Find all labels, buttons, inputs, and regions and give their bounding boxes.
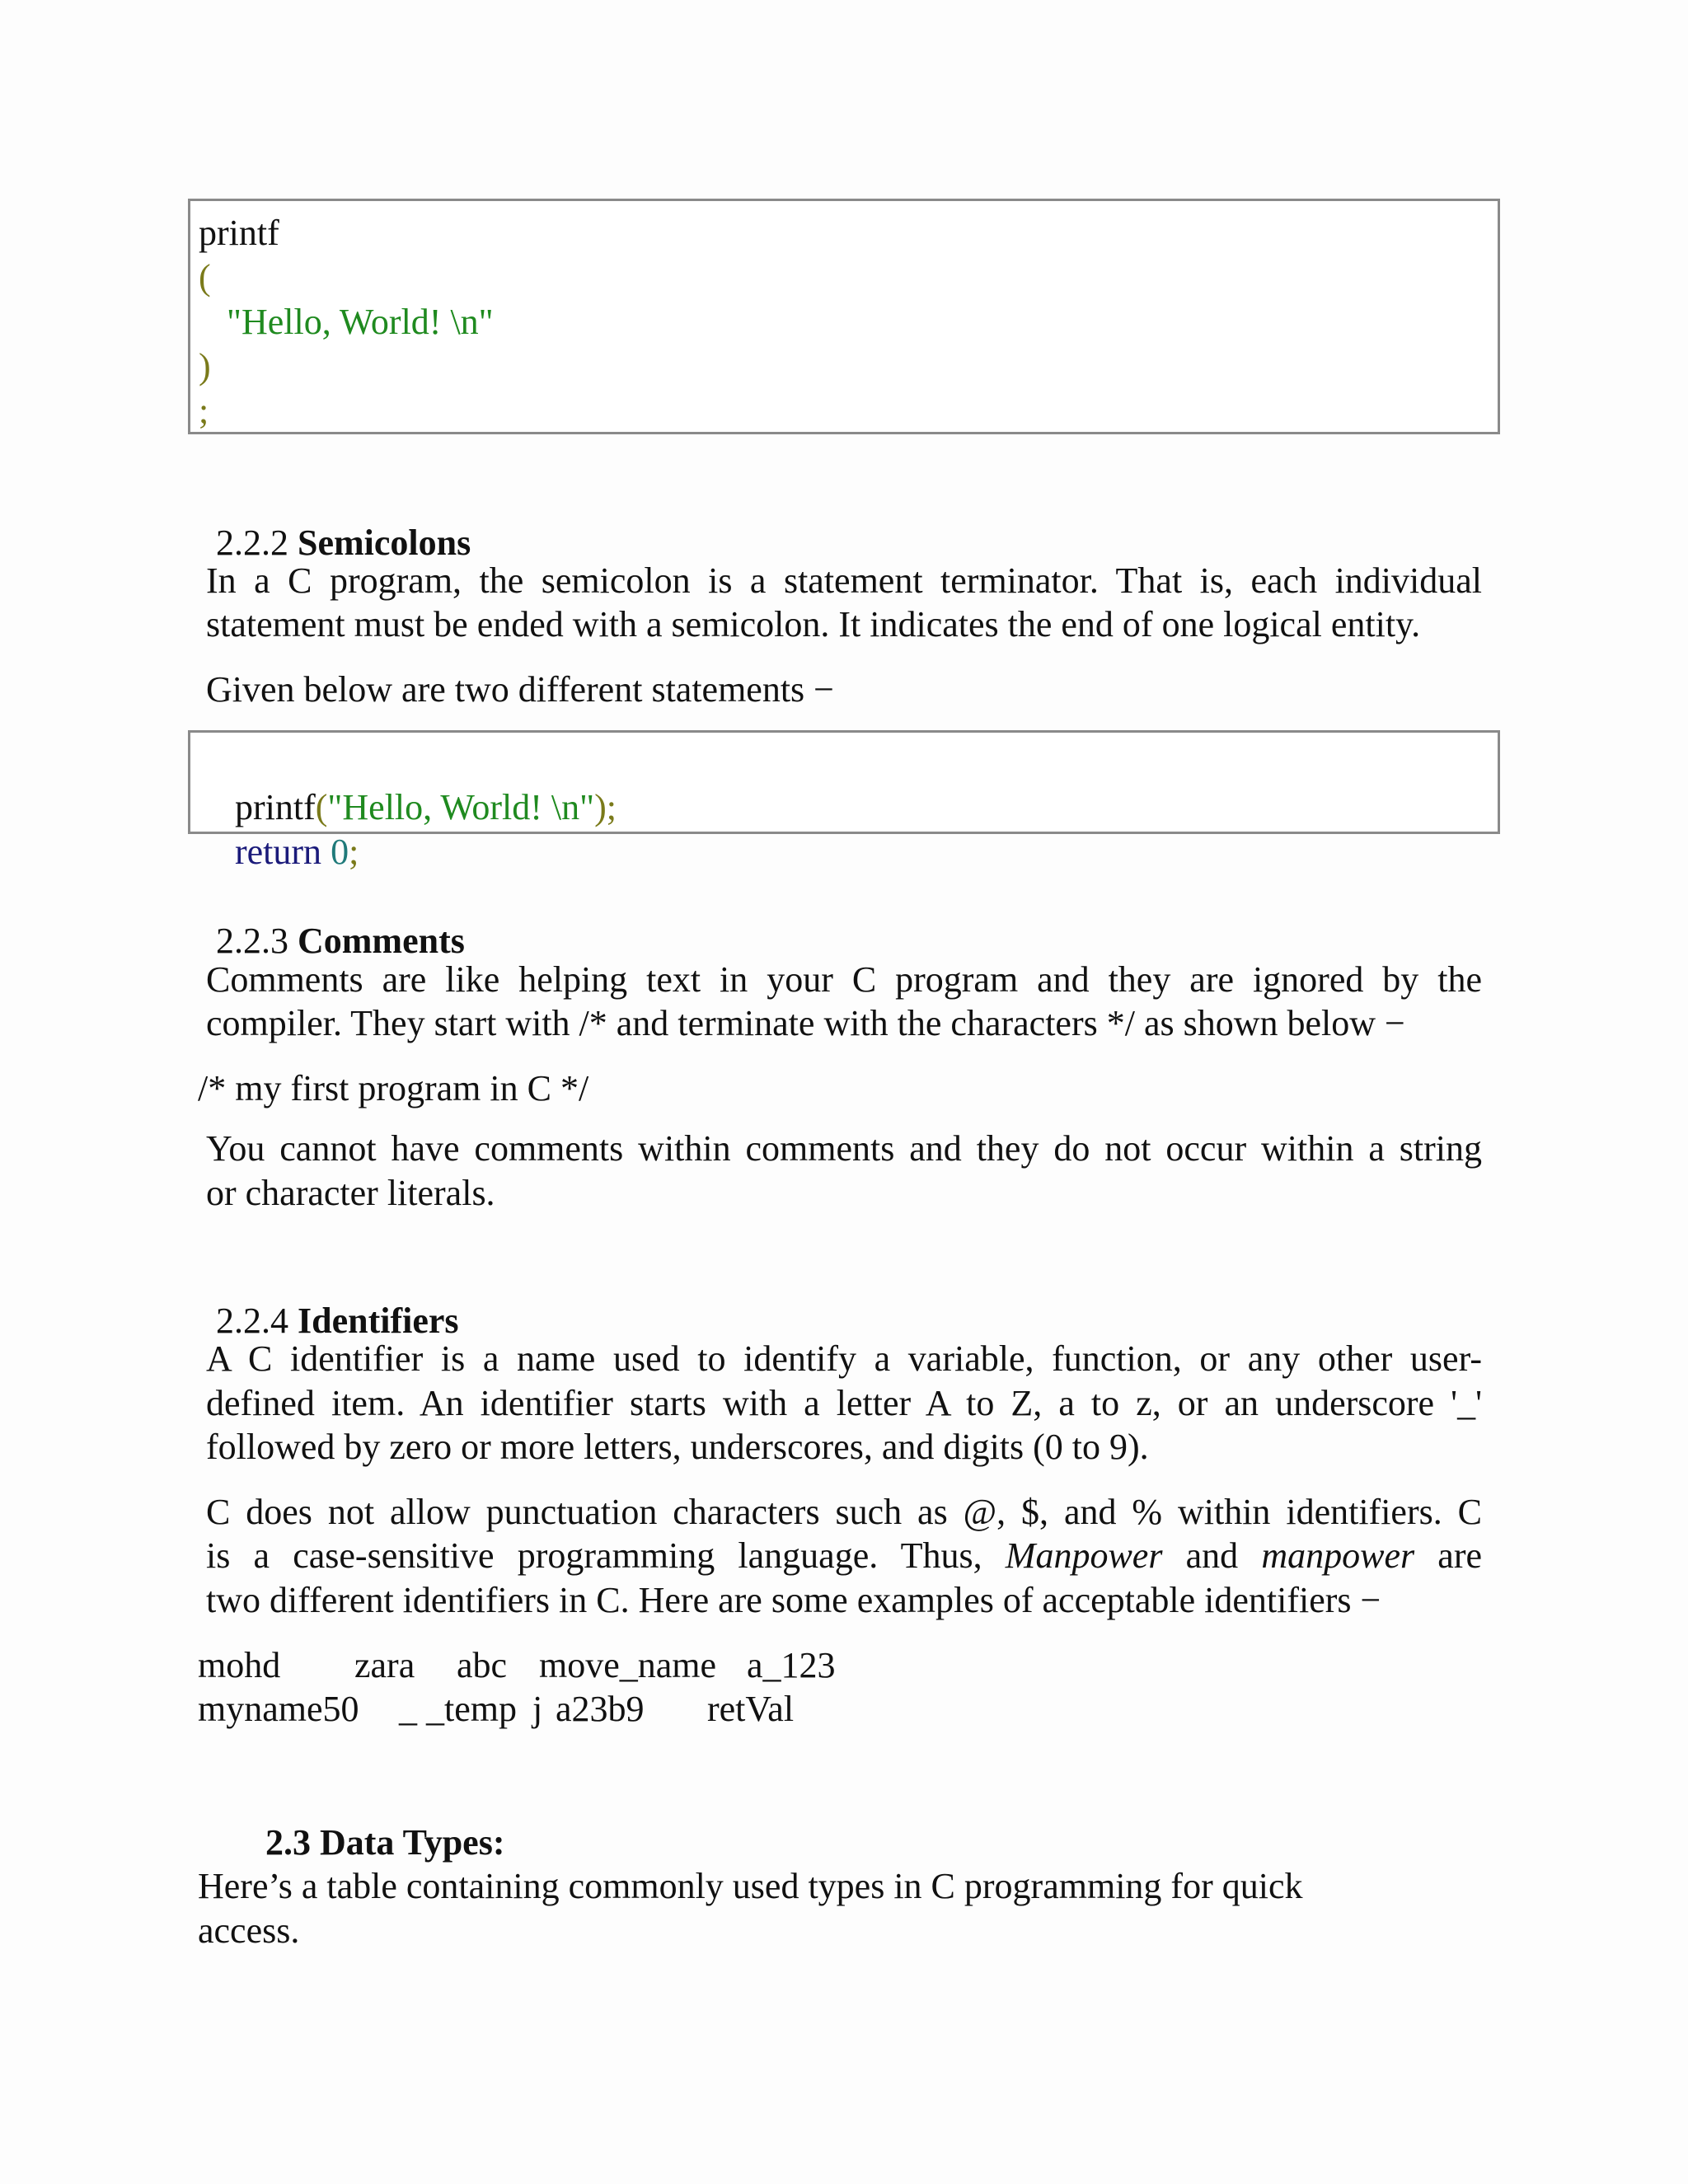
paragraph-line bbox=[206, 1534, 1482, 1578]
paragraph-line: access. bbox=[198, 1910, 300, 1951]
identifier-example: move_name bbox=[539, 1645, 717, 1685]
section-title: 2.3 Data Types: bbox=[265, 1822, 505, 1863]
code-punct: ); bbox=[594, 787, 617, 827]
section-number: 2.2.3 bbox=[216, 921, 288, 961]
code-line: ) bbox=[199, 346, 211, 387]
paragraph-line: A C identifier is a name used to identify a variable, function, or any other user- bbox=[206, 1338, 1482, 1379]
section-heading-data-types bbox=[247, 1776, 505, 1865]
emphasis: Manpower bbox=[1005, 1535, 1163, 1576]
identifier-example: myname50 bbox=[198, 1689, 359, 1729]
code-string: "Hello, World! \n" bbox=[327, 787, 595, 827]
paragraph-line: Here’s a table containing commonly used types in C programming for quick bbox=[198, 1866, 1303, 1906]
code-line: ( bbox=[199, 257, 211, 298]
paragraph-line: followed by zero or more letters, underscores, and digits (0 to 9). bbox=[206, 1427, 1149, 1467]
identifier-example: a_123 bbox=[747, 1645, 836, 1685]
emphasis: manpower bbox=[1261, 1535, 1415, 1576]
code-line: ; bbox=[199, 391, 209, 431]
paragraph-line: You cannot have comments within comments and they do not occur within a string bbox=[206, 1128, 1482, 1169]
identifier-example: a23b9 bbox=[556, 1689, 645, 1729]
identifier-example: zara bbox=[354, 1645, 415, 1685]
code-line: "Hello, World! \n" bbox=[227, 302, 494, 342]
identifier-example: j bbox=[532, 1689, 543, 1729]
section-title: Identifiers bbox=[298, 1301, 459, 1341]
text-run: are bbox=[1414, 1535, 1483, 1576]
paragraph-line: defined item. An identifier starts with a letter A to Z, a to z, or an underscore '_' bbox=[206, 1383, 1482, 1423]
code-line: printf bbox=[199, 213, 279, 253]
section-number: 2.2.4 bbox=[216, 1301, 288, 1341]
text-run: and bbox=[1162, 1535, 1262, 1576]
section-heading-comments bbox=[198, 874, 465, 963]
section-heading-identifiers bbox=[198, 1254, 459, 1343]
section-title: Semicolons bbox=[298, 523, 471, 563]
paragraph-line: two different identifiers in C. Here are some examples of acceptable identifiers − bbox=[206, 1580, 1381, 1620]
paragraph-line: C does not allow punctuation characters such as @, $, and % within identifiers. C bbox=[206, 1492, 1482, 1532]
paragraph-line: or character literals. bbox=[206, 1173, 495, 1213]
paragraph-line: In a C program, the semicolon is a statement terminator. That is, each individual bbox=[206, 560, 1482, 601]
paragraph: Given below are two different statements − bbox=[206, 669, 834, 710]
paragraph-line: statement must be ended with a semicolon. It indicates the end of one logical entity. bbox=[206, 604, 1421, 644]
code-keyword: return bbox=[235, 832, 322, 872]
identifier-example: retVal bbox=[707, 1689, 795, 1729]
section-heading-semicolons bbox=[198, 476, 471, 565]
code-number: 0 bbox=[331, 832, 349, 872]
code-block-printf-multiline bbox=[188, 199, 1500, 434]
identifier-example: _ _temp bbox=[399, 1689, 517, 1729]
identifier-example: abc bbox=[457, 1645, 508, 1685]
section-title: Comments bbox=[298, 921, 465, 961]
code-function: printf bbox=[235, 787, 316, 827]
identifier-example: mohd bbox=[198, 1645, 281, 1685]
comment-example: /* my first program in C */ bbox=[198, 1068, 589, 1108]
code-punct: ( bbox=[315, 787, 328, 827]
code-block-statements bbox=[188, 730, 1500, 872]
code-punct: ; bbox=[349, 832, 359, 872]
text-run: is a case-sensitive programming language. Thus, bbox=[206, 1535, 1006, 1576]
paragraph-line: Comments are like helping text in your C program and they are ignored by the bbox=[206, 959, 1482, 1000]
section-number: 2.2.2 bbox=[216, 523, 288, 563]
paragraph-line: compiler. They start with /* and terminate with the characters */ as shown below − bbox=[206, 1003, 1405, 1043]
